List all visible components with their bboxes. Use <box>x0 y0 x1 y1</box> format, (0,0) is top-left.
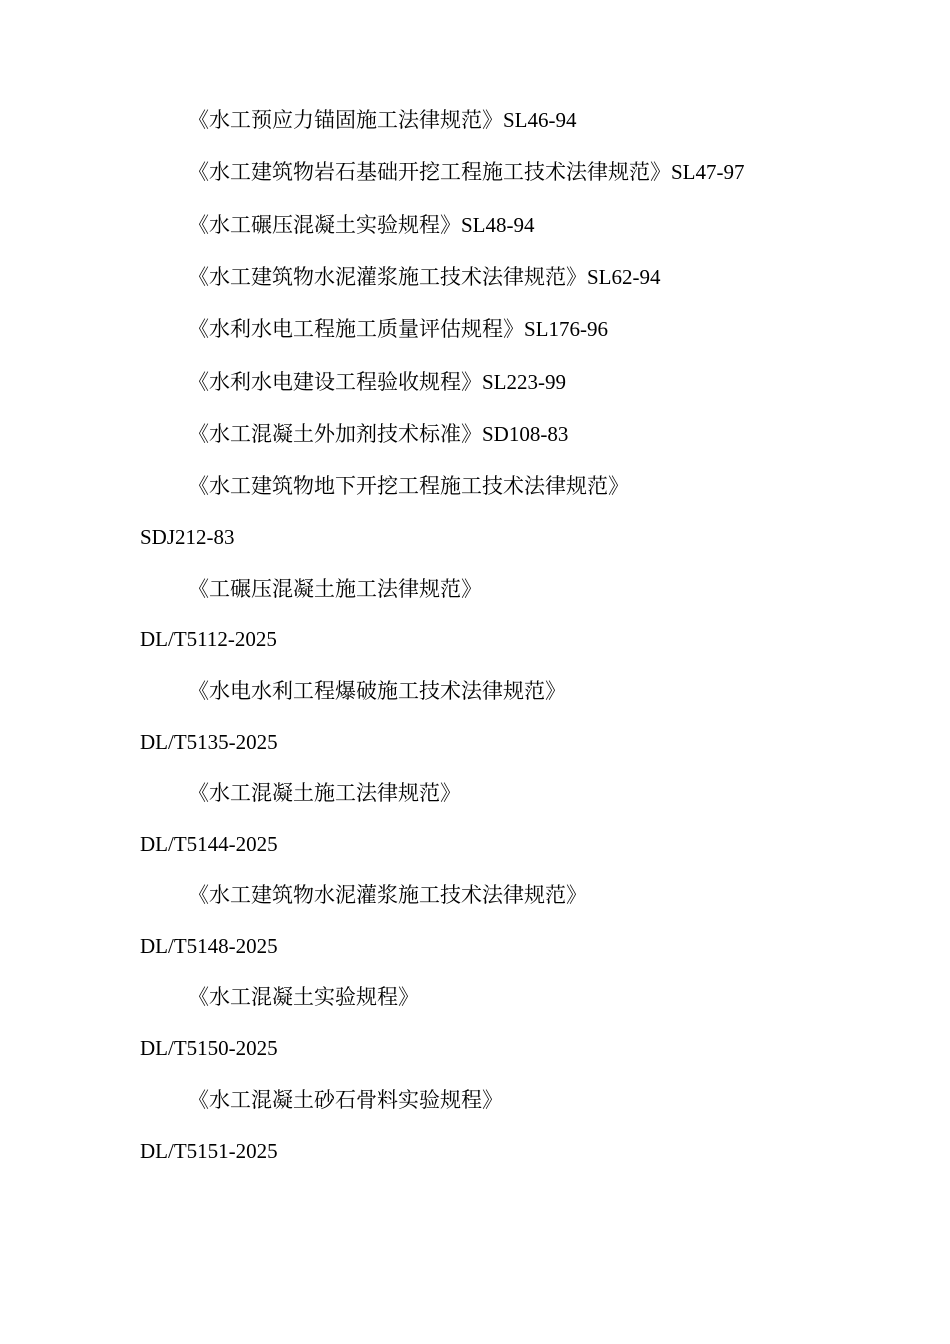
standard-code: DL/T5135-2025 <box>140 730 278 754</box>
standard-line: 《水工碾压混凝土实验规程》SL48-94 <box>188 213 535 237</box>
standard-title: 《水电水利工程爆破施工技术法律规范》 <box>188 679 566 703</box>
standard-line: 《水工预应力锚固施工法律规范》SL46-94 <box>188 108 577 132</box>
standard-code: DL/T5112-2025 <box>140 627 277 651</box>
standard-title: 《水工混凝土实验规程》 <box>188 985 419 1009</box>
standard-line: 《水利水电建设工程验收规程》SL223-99 <box>188 370 566 394</box>
standard-line: 《水工建筑物水泥灌浆施工技术法律规范》SL62-94 <box>188 265 661 289</box>
standard-line: 《水利水电工程施工质量评估规程》SL176-96 <box>188 317 608 341</box>
standard-title: 《水工混凝土施工法律规范》 <box>188 781 461 805</box>
standard-line: 《水工建筑物岩石基础开挖工程施工技术法律规范》SL47-97 <box>188 160 745 184</box>
standard-code: SDJ212-83 <box>140 525 235 549</box>
standard-line: 《水工混凝土外加剂技术标准》SD108-83 <box>188 422 569 446</box>
standard-code: DL/T5148-2025 <box>140 934 278 958</box>
standard-title: 《水工混凝土砂石骨料实验规程》 <box>188 1088 503 1112</box>
standard-title: 《水工建筑物水泥灌浆施工技术法律规范》 <box>188 883 587 907</box>
standard-code: DL/T5144-2025 <box>140 832 278 856</box>
standard-code: DL/T5150-2025 <box>140 1036 278 1060</box>
standard-title: 《工碾压混凝土施工法律规范》 <box>188 577 482 601</box>
standard-title: 《水工建筑物地下开挖工程施工技术法律规范》 <box>188 474 629 498</box>
standard-code: DL/T5151-2025 <box>140 1139 278 1163</box>
